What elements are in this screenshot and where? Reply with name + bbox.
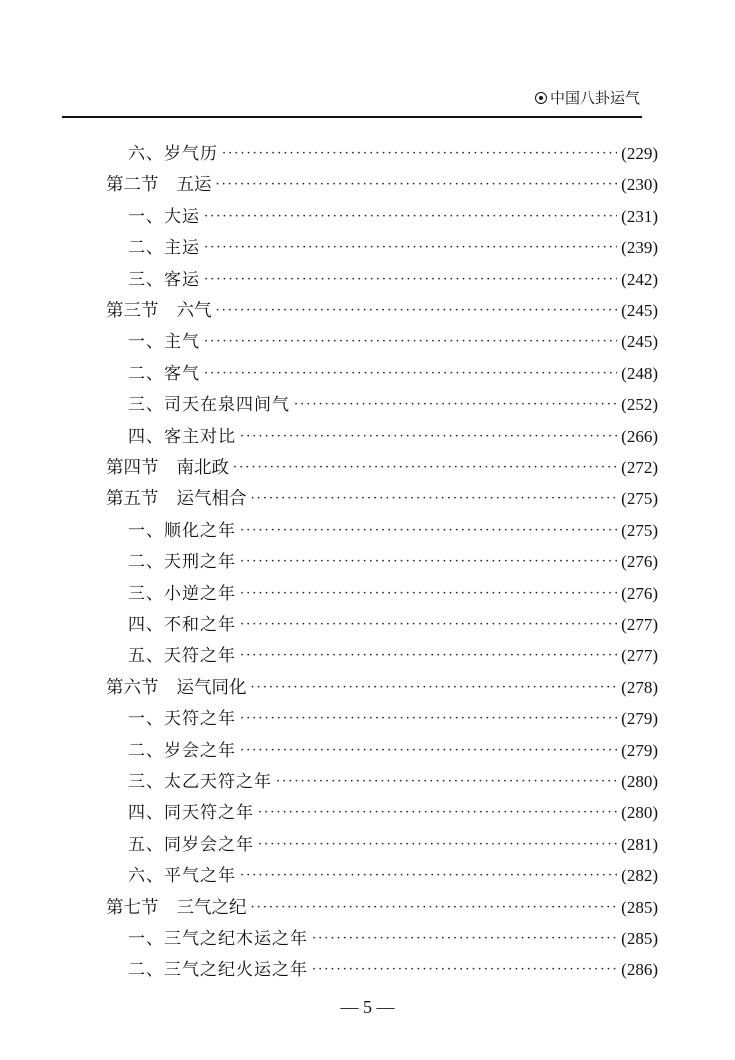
dot-leader <box>251 893 618 923</box>
toc-page-number: (266) <box>621 427 658 446</box>
toc-page-number: (252) <box>621 395 658 414</box>
toc-page-number: (245) <box>621 301 658 320</box>
toc-page-number: (242) <box>621 270 658 289</box>
toc-entry-row[interactable] <box>128 327 658 357</box>
toc-page-number: (282) <box>621 866 658 885</box>
toc-page-number: (281) <box>621 835 658 854</box>
dot-leader <box>240 861 617 891</box>
toc-entry-row[interactable] <box>128 265 658 295</box>
toc-entry-row[interactable] <box>128 422 658 452</box>
toc-entry-title: 二、天刑之年 <box>128 552 236 572</box>
toc-entry-row[interactable] <box>128 516 658 546</box>
toc-entry-title: 五、天符之年 <box>128 646 236 666</box>
toc-entry-title: 二、岁会之年 <box>128 741 236 761</box>
toc-page-number: (229) <box>621 144 658 163</box>
toc-section-row[interactable] <box>106 170 658 200</box>
toc-section-row[interactable] <box>106 453 658 483</box>
dot-leader <box>251 484 618 514</box>
toc-entry-title: 一、天符之年 <box>128 709 236 729</box>
toc-entry-row[interactable] <box>128 610 658 640</box>
toc-entry-title <box>106 453 229 483</box>
toc-section-row[interactable] <box>106 893 658 923</box>
circle-dot-icon <box>535 92 547 104</box>
toc-page-number: (279) <box>621 741 658 760</box>
dot-leader <box>240 422 617 452</box>
toc-page-number: (275) <box>621 521 658 540</box>
toc-page-number: (231) <box>621 207 658 226</box>
toc-entry-row[interactable] <box>128 359 658 389</box>
toc-entry-row[interactable] <box>128 641 658 671</box>
dot-leader <box>240 610 617 640</box>
dot-leader <box>233 453 617 483</box>
toc-section-number: 第六节 <box>106 678 159 698</box>
toc-section-number: 第七节 <box>106 898 159 918</box>
toc-entry-title: 五、同岁会之年 <box>128 835 254 855</box>
toc-page-number: (272) <box>621 458 658 477</box>
page-number: — 5 — <box>340 997 395 1017</box>
dot-leader <box>204 265 617 295</box>
toc-section-title: 南北政 <box>176 458 229 478</box>
toc-entry-row[interactable] <box>128 390 658 420</box>
toc-entry-title: 一、三气之纪木运之年 <box>128 929 308 949</box>
toc-page-number: (285) <box>621 929 658 948</box>
toc-entry-row[interactable] <box>128 233 658 263</box>
toc-entry-title: 三、太乙天符之年 <box>128 772 272 792</box>
dot-leader <box>204 202 617 232</box>
dot-leader <box>240 736 617 766</box>
toc-section-title: 五运 <box>176 175 212 195</box>
toc-page-number: (285) <box>621 898 658 917</box>
toc-entry-row[interactable] <box>128 955 658 985</box>
toc-entry-row[interactable] <box>128 139 658 169</box>
toc-page-number: (275) <box>621 489 658 508</box>
toc-page-number: (239) <box>621 238 658 257</box>
dot-leader <box>216 170 618 200</box>
toc-page-number: (230) <box>621 175 658 194</box>
toc-page-number: (280) <box>621 772 658 791</box>
toc-entry-title: 一、顺化之年 <box>128 521 236 541</box>
dot-leader <box>216 296 618 326</box>
dot-leader <box>204 233 617 263</box>
toc-page-number: (276) <box>621 552 658 571</box>
toc-section-row[interactable] <box>106 673 658 703</box>
toc-section-number: 第四节 <box>106 458 159 478</box>
toc-entry-row[interactable] <box>128 547 658 577</box>
dot-leader <box>204 359 617 389</box>
dot-leader <box>240 704 617 734</box>
dot-leader <box>258 830 617 860</box>
toc-entry-title: 四、不和之年 <box>128 615 236 635</box>
toc-entry-row[interactable] <box>128 767 658 797</box>
toc-page-number: (248) <box>621 364 658 383</box>
dot-leader <box>258 798 617 828</box>
toc-section-row[interactable] <box>106 296 658 326</box>
toc-page-number: (278) <box>621 678 658 697</box>
toc-section-title: 运气相合 <box>176 489 247 509</box>
toc-page-number: (277) <box>621 615 658 634</box>
toc-page-number: (277) <box>621 646 658 665</box>
page-header <box>0 88 640 108</box>
toc-entry-title <box>106 296 212 326</box>
toc-section-title: 六气 <box>176 301 212 321</box>
toc-page-number: (280) <box>621 803 658 822</box>
toc-entry-title: 四、同天符之年 <box>128 803 254 823</box>
toc-entry-title <box>106 893 247 923</box>
toc-entry-row[interactable] <box>128 830 658 860</box>
toc-entry-title: 三、客运 <box>128 270 200 290</box>
toc-entry-row[interactable] <box>128 924 658 954</box>
toc-entry-title: 六、岁气历 <box>128 144 218 164</box>
toc-page-number: (245) <box>621 332 658 351</box>
toc-page-number: (286) <box>621 960 658 979</box>
toc-entry-row[interactable] <box>128 798 658 828</box>
toc-entry-title: 一、主气 <box>128 332 200 352</box>
toc-section-title: 运气同化 <box>176 678 247 698</box>
toc-entry-title <box>106 673 247 703</box>
toc-entry-row[interactable] <box>128 202 658 232</box>
dot-leader <box>312 955 617 985</box>
dot-leader <box>240 641 617 671</box>
dot-leader <box>312 924 617 954</box>
dot-leader <box>204 327 617 357</box>
dot-leader <box>276 767 617 797</box>
toc-page-number: (276) <box>621 584 658 603</box>
header-title: 中国八卦运气 <box>549 89 640 107</box>
dot-leader <box>240 547 617 577</box>
toc-entry-title <box>106 170 212 200</box>
dot-leader <box>222 139 617 169</box>
toc-entry-title: 一、大运 <box>128 207 200 227</box>
toc-page-number: (279) <box>621 709 658 728</box>
toc-entry-title: 二、主运 <box>128 238 200 258</box>
toc-entry-title: 二、三气之纪火运之年 <box>128 960 308 980</box>
toc-entry-row[interactable] <box>128 579 658 609</box>
dot-leader <box>251 673 618 703</box>
toc-entry-row[interactable] <box>128 861 658 891</box>
toc-entry-row[interactable] <box>128 736 658 766</box>
toc-section-title: 三气之纪 <box>176 898 247 918</box>
toc-section-row[interactable] <box>106 484 658 514</box>
header-rule <box>62 116 642 118</box>
toc-section-number: 第五节 <box>106 489 159 509</box>
toc-entry-title: 二、客气 <box>128 364 200 384</box>
toc-entry-title <box>106 484 247 514</box>
toc-entry-title: 六、平气之年 <box>128 866 236 886</box>
toc-section-number: 第三节 <box>106 301 159 321</box>
dot-leader <box>240 516 617 546</box>
toc-entry-title: 三、司天在泉四间气 <box>128 395 290 415</box>
toc-entry-row[interactable] <box>128 704 658 734</box>
dot-leader <box>240 579 617 609</box>
dot-leader <box>294 390 617 420</box>
toc-entry-title: 四、客主对比 <box>128 427 236 447</box>
toc-section-number: 第二节 <box>106 175 159 195</box>
toc-entry-title: 三、小逆之年 <box>128 584 236 604</box>
